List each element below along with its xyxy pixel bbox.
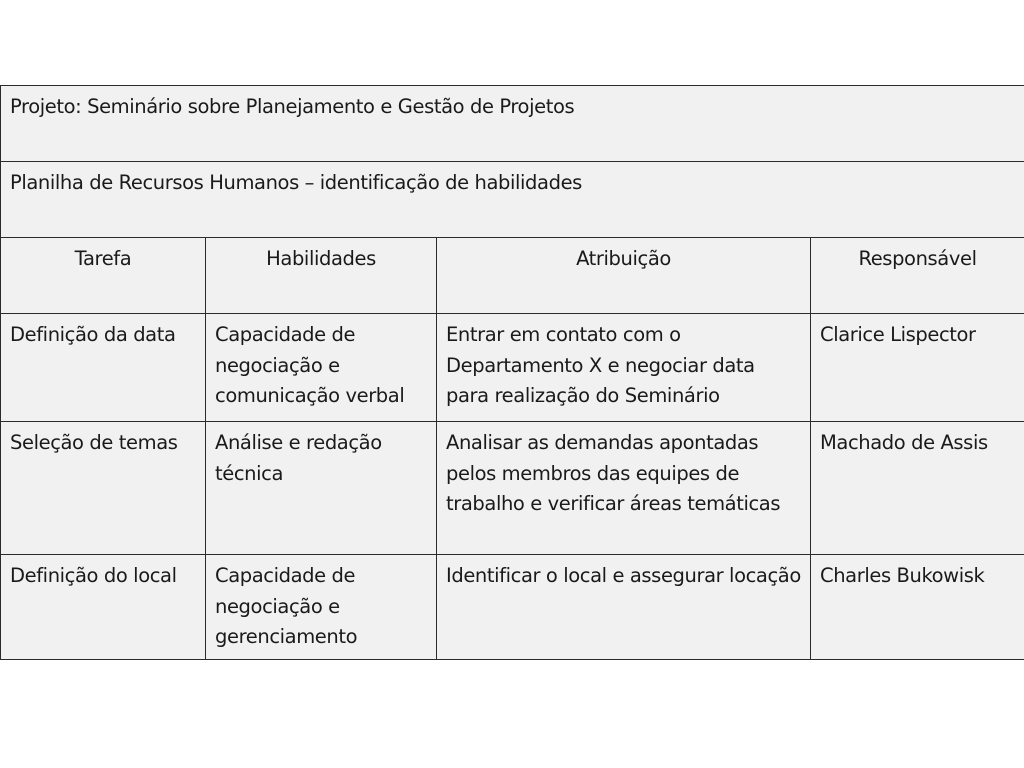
table-row (1, 422, 1024, 555)
cell-responsavel: Clarice Lispector (811, 314, 1024, 422)
cell-tarefa: Seleção de temas (1, 422, 206, 555)
table-row (1, 555, 1024, 660)
cell-habilidades: Capacidade de negociação e comunicação verbal (206, 314, 437, 422)
cell-responsavel: Machado de Assis (811, 422, 1024, 555)
project-title-row (1, 86, 1024, 162)
cell-responsavel: Charles Bukowisk (811, 555, 1024, 660)
cell-atribuicao: Analisar as demandas apontadas pelos membros das equipes de trabalho e verificar áreas temáticas (437, 422, 811, 555)
table-row (1, 314, 1024, 422)
header-responsavel: Responsável (811, 238, 1024, 314)
table-header-row (1, 238, 1024, 314)
cell-habilidades: Análise e redação técnica (206, 422, 437, 555)
cell-atribuicao: Entrar em contato com o Departamento X e negociar data para realização do Seminário (437, 314, 811, 422)
cell-habilidades: Capacidade de negociação e gerenciamento (206, 555, 437, 660)
cell-tarefa: Definição da data (1, 314, 206, 422)
sheet-title-row (1, 162, 1024, 238)
header-atribuicao: Atribuição (437, 238, 811, 314)
header-habilidades: Habilidades (206, 238, 437, 314)
header-tarefa: Tarefa (1, 238, 206, 314)
sheet-title: Planilha de Recursos Humanos – identificação de habilidades (1, 162, 1024, 238)
project-title: Projeto: Seminário sobre Planejamento e Gestão de Projetos (1, 86, 1024, 162)
cell-atribuicao: Identificar o local e assegurar locação (437, 555, 811, 660)
resource-skills-table (0, 85, 1024, 660)
cell-tarefa: Definição do local (1, 555, 206, 660)
